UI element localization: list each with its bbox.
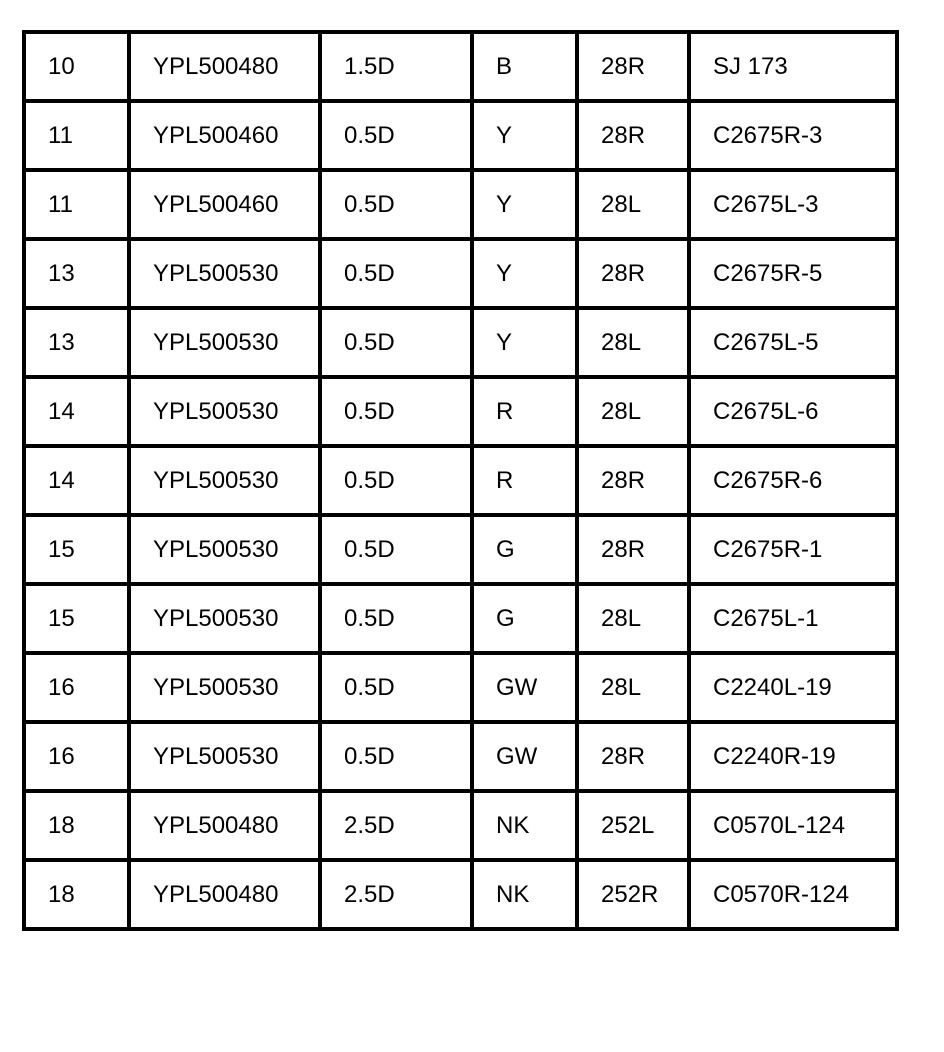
size-cell: 0.5D (320, 308, 472, 377)
item-number-cell: 15 (24, 515, 129, 584)
table-row (24, 239, 897, 308)
reference-code-cell: C2675L-6 (689, 377, 897, 446)
color-code-cell: Y (472, 170, 577, 239)
color-code-cell: R (472, 446, 577, 515)
part-number-cell: YPL500530 (129, 653, 320, 722)
part-number-cell: YPL500530 (129, 515, 320, 584)
part-number-cell: YPL500460 (129, 101, 320, 170)
reference-code-cell: C0570R-124 (689, 860, 897, 929)
reference-code-cell: C2240R-19 (689, 722, 897, 791)
table-row (24, 101, 897, 170)
reference-code-cell: SJ 173 (689, 32, 897, 101)
table-row (24, 515, 897, 584)
part-number-cell: YPL500460 (129, 170, 320, 239)
item-number-cell: 14 (24, 377, 129, 446)
reference-code-cell: C2675R-3 (689, 101, 897, 170)
size-cell: 0.5D (320, 584, 472, 653)
item-number-cell: 18 (24, 791, 129, 860)
size-cell: 0.5D (320, 446, 472, 515)
size-cell: 0.5D (320, 653, 472, 722)
position-cell: 28L (577, 377, 689, 446)
size-cell: 2.5D (320, 860, 472, 929)
reference-code-cell: C2675R-6 (689, 446, 897, 515)
position-cell: 28R (577, 446, 689, 515)
color-code-cell: G (472, 584, 577, 653)
part-number-cell: YPL500530 (129, 446, 320, 515)
parts-table (22, 30, 899, 931)
part-number-cell: YPL500530 (129, 722, 320, 791)
part-number-cell: YPL500530 (129, 584, 320, 653)
reference-code-cell: C2675R-1 (689, 515, 897, 584)
part-number-cell: YPL500530 (129, 239, 320, 308)
position-cell: 28L (577, 170, 689, 239)
reference-code-cell: C2675L-3 (689, 170, 897, 239)
position-cell: 28L (577, 584, 689, 653)
position-cell: 28L (577, 308, 689, 377)
reference-code-cell: C0570L-124 (689, 791, 897, 860)
position-cell: 28R (577, 239, 689, 308)
item-number-cell: 16 (24, 722, 129, 791)
position-cell: 28R (577, 32, 689, 101)
position-cell: 28R (577, 722, 689, 791)
color-code-cell: Y (472, 239, 577, 308)
table-row (24, 32, 897, 101)
item-number-cell: 13 (24, 239, 129, 308)
part-number-cell: YPL500480 (129, 860, 320, 929)
table-row (24, 446, 897, 515)
part-number-cell: YPL500530 (129, 377, 320, 446)
part-number-cell: YPL500530 (129, 308, 320, 377)
position-cell: 28L (577, 653, 689, 722)
table-row (24, 860, 897, 929)
item-number-cell: 16 (24, 653, 129, 722)
table-row (24, 584, 897, 653)
part-number-cell: YPL500480 (129, 32, 320, 101)
item-number-cell: 13 (24, 308, 129, 377)
position-cell: 252L (577, 791, 689, 860)
size-cell: 0.5D (320, 239, 472, 308)
color-code-cell: NK (472, 860, 577, 929)
reference-code-cell: C2675R-5 (689, 239, 897, 308)
item-number-cell: 18 (24, 860, 129, 929)
position-cell: 28R (577, 101, 689, 170)
position-cell: 252R (577, 860, 689, 929)
item-number-cell: 10 (24, 32, 129, 101)
parts-table-container (22, 30, 899, 931)
item-number-cell: 14 (24, 446, 129, 515)
color-code-cell: Y (472, 308, 577, 377)
color-code-cell: GW (472, 722, 577, 791)
color-code-cell: R (472, 377, 577, 446)
reference-code-cell: C2675L-5 (689, 308, 897, 377)
size-cell: 0.5D (320, 722, 472, 791)
color-code-cell: Y (472, 101, 577, 170)
size-cell: 2.5D (320, 791, 472, 860)
size-cell: 0.5D (320, 170, 472, 239)
position-cell: 28R (577, 515, 689, 584)
table-row (24, 722, 897, 791)
reference-code-cell: C2675L-1 (689, 584, 897, 653)
size-cell: 0.5D (320, 377, 472, 446)
color-code-cell: B (472, 32, 577, 101)
color-code-cell: NK (472, 791, 577, 860)
reference-code-cell: C2240L-19 (689, 653, 897, 722)
item-number-cell: 11 (24, 101, 129, 170)
item-number-cell: 11 (24, 170, 129, 239)
table-row (24, 377, 897, 446)
size-cell: 0.5D (320, 515, 472, 584)
color-code-cell: G (472, 515, 577, 584)
table-row (24, 308, 897, 377)
table-row (24, 791, 897, 860)
size-cell: 0.5D (320, 101, 472, 170)
color-code-cell: GW (472, 653, 577, 722)
table-row (24, 653, 897, 722)
table-row (24, 170, 897, 239)
item-number-cell: 15 (24, 584, 129, 653)
part-number-cell: YPL500480 (129, 791, 320, 860)
size-cell: 1.5D (320, 32, 472, 101)
